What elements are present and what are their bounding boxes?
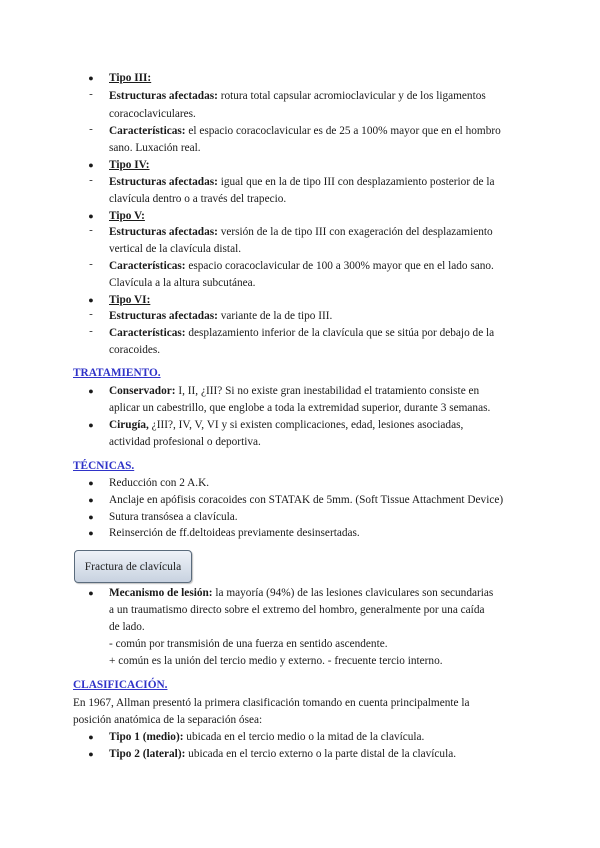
dash-icon: - [89,325,93,337]
list-item-text: Reinserción de ff.deltoideas previamente desinsertadas. [109,527,360,539]
bullet-icon: ● [88,512,94,522]
list-item-text [109,383,479,401]
text: coracoclaviculares. [109,108,196,120]
text: la mayoría (94%) de las lesiones claviculares son secundarias [212,587,494,599]
bullet-icon: ● [88,528,94,538]
text: espacio coracoclavicular de 100 a 300% mayor que en el lado sano. [185,260,494,272]
list-item-text [109,174,495,192]
text: En 1967, Allman presentó la primera clasificación tomando en cuenta principalmente la [73,697,470,709]
text: sano. Luxación real. [109,142,201,154]
bullet-icon: ● [88,211,94,221]
bullet-icon: ● [88,749,94,759]
fractura-clavicula-box: Fractura de clavícula [74,550,192,583]
dash-icon: - [89,308,93,320]
list-item-text [109,746,456,764]
label: Conservador: [109,385,176,397]
text: I, II, ¿III? Si no existe gran inestabilidad el tratamiento consiste en [175,385,480,397]
text: ¿III?, IV, V, VI y si existen complicaciones, edad, lesiones asociadas, [148,419,464,431]
text: Clavícula a la altura subcutánea. [109,277,256,289]
label: Estructuras afectadas: [109,176,218,188]
list-item-text [109,258,494,276]
text: actividad profesional o deportiva. [109,436,261,448]
text: ubicada en el tercio medio o la mitad de la clavícula. [183,731,425,743]
list-item-text: Anclaje en apófisis coracoides con STATAK de 5mm. (Soft Tissue Attachment Device) [109,494,504,506]
text: + común es la unión del tercio medio y externo. - frecuente tercio interno. [109,655,443,667]
text: ubicada en el tercio externo o la parte distal de la clavícula. [185,748,457,760]
list-item-text: Sutura transósea a clavícula. [109,511,238,523]
text: a un traumatismo directo sobre el extremo del hombro, generalmente por una caída [109,604,485,616]
list-item-text [109,308,332,326]
text: igual que en la de tipo III con desplazamiento posterior de la [217,176,495,188]
text: - común por transmisión de una fuerza en sentido ascendente. [109,638,388,650]
text: desplazamiento inferior de la clavícula que se sitúa por debajo de la [185,327,495,339]
label: Estructuras afectadas: [109,90,218,102]
list-item-text [109,417,463,435]
bullet-icon: ● [88,495,94,505]
label: Tipo 1 (medio): [109,731,184,743]
text: el espacio coracoclavicular es de 25 a 100% mayor que en el hombro [185,125,501,137]
list-item-text: Reducción con 2 A.K. [109,477,210,489]
dash-icon: - [89,123,93,135]
text: de lado. [109,621,145,633]
tipo-iv-title: Tipo IV: [109,159,150,171]
label: Estructuras afectadas: [109,226,218,238]
text: vertical de la clavícula distal. [109,243,242,255]
dash-icon: - [89,224,93,236]
bullet-icon: ● [88,73,94,83]
dash-icon: - [89,258,93,270]
text: versión de la de tipo III con exageración del desplazamiento [217,226,493,238]
text: rotura total capsular acromioclavicular y de los ligamentos [217,90,486,102]
label: Tipo 2 (lateral): [109,748,186,760]
text: aplicar un cabestrillo, que englobe a toda la extremidad superior, durante 3 semanas. [109,402,491,414]
list-item-text [109,729,424,747]
label: Características: [109,260,186,272]
text: clavícula dentro o a través del trapecio. [109,193,287,205]
bullet-icon: ● [88,295,94,305]
bullet-icon: ● [88,732,94,742]
label: Características: [109,327,186,339]
list-item-text [109,224,493,242]
bullet-icon: ● [88,588,94,598]
text: coracoides. [109,344,161,356]
bullet-icon: ● [88,420,94,430]
bullet-icon: ● [88,160,94,170]
tipo-vi-title: Tipo VI: [109,294,151,306]
text: variante de la de tipo III. [217,310,333,322]
list-item-text [109,325,494,343]
tecnicas-heading: TÉCNICAS. [73,460,135,472]
bullet-icon: ● [88,386,94,396]
text: posición anatómica de la separación ósea: [73,714,263,726]
list-item-text [109,88,486,106]
dash-icon: - [89,174,93,186]
list-item-text [109,123,501,141]
bullet-icon: ● [88,478,94,488]
list-item-text [109,585,493,603]
tipo-iii-title: Tipo III: [109,72,152,84]
clasificacion-heading: CLASIFICACIÓN. [73,679,168,691]
dash-icon: - [89,88,93,100]
label: Mecanismo de lesión: [109,587,213,599]
label: Estructuras afectadas: [109,310,218,322]
label: Cirugía, [109,419,149,431]
label: Características: [109,125,186,137]
tipo-v-title: Tipo V: [109,210,145,222]
tratamiento-heading: TRATAMIENTO. [73,367,161,379]
